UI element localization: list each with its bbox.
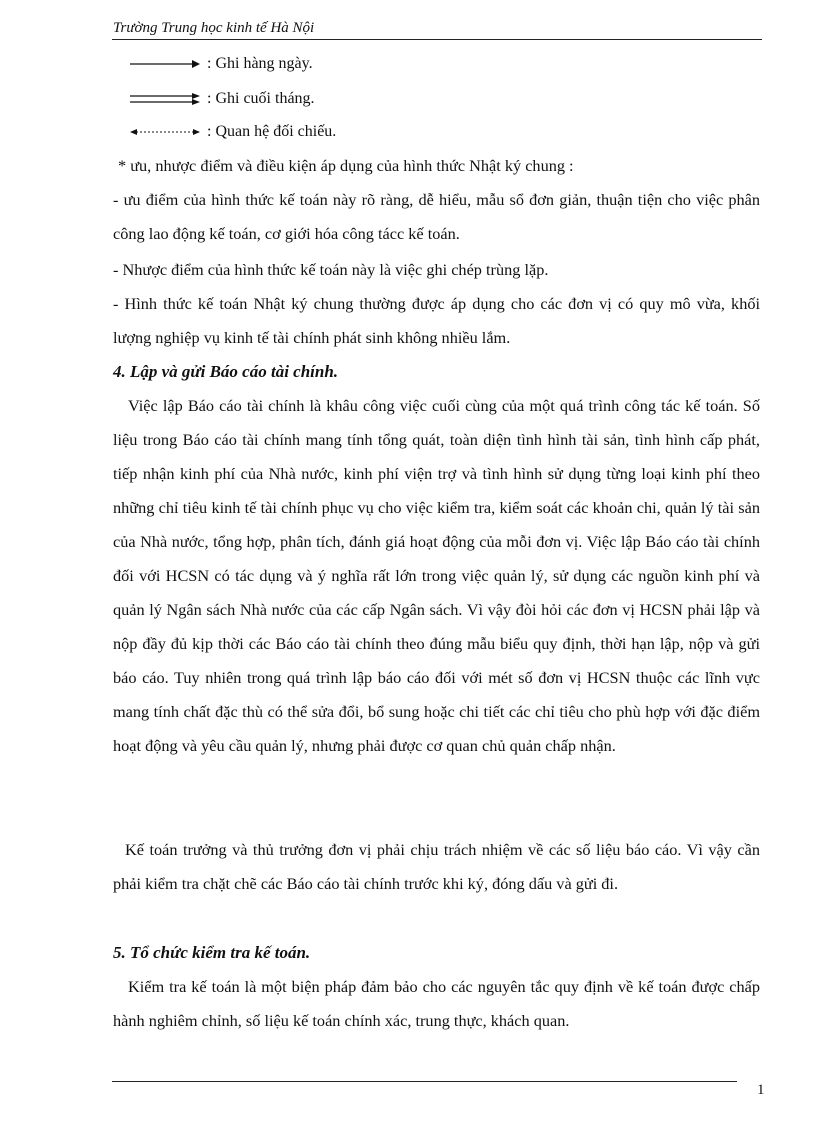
legend-label: : Quan hệ đối chiếu.: [207, 123, 337, 140]
double-arrow-icon: [128, 92, 202, 106]
legend-item-daily: [128, 53, 313, 75]
page-header: Trường Trung học kinh tế Hà Nội: [113, 20, 315, 36]
section-5-paragraph-1: Kiểm tra kế toán là một biện pháp đảm bảo cho các nguyên tắc quy định về kế toán được chấp hành nghiêm chỉnh, số liệu kế toán chính xác, trung thực, khách quan.: [113, 977, 760, 1030]
single-arrow-icon: [128, 58, 202, 70]
legend-item-reconcile: [128, 121, 336, 143]
applicability-paragraph: - Hình thức kế toán Nhật ký chung thường được áp dụng cho các đơn vị có quy mô vừa, khối lượng nghiệp vụ kinh tế tài chính phát sinh không nhiều lắm.: [113, 294, 760, 347]
section-4-paragraph-1: Việc lập Báo cáo tài chính là khâu công việc cuối cùng của một quá trình công tác kế toán. Số liệu trong Báo cáo tài chính mang tính tổng quát, toàn diện tình hình tài sản, tình hình cấp phát, tiếp nhận kinh phí của Nhà nước, kinh phí viện trợ và tình hình sử dụng từng loại kinh phí theo những chỉ tiêu kinh tế tài chính phục vụ cho việc kiểm tra, kiểm soát các khoản chi, quản lý tài sản của Nhà nước, tổng hợp, phân tích, đánh giá hoạt động của mỗi đơn vị. Việc lập Báo cáo tài chính đối với HCSN có tác dụng và ý nghĩa rất lớn trong việc quản lý, sử dụng các nguồn kinh phí và quản lý Ngân sách Nhà nước của các cấp Ngân sách. Vì vậy đòi hỏi các đơn vị HCSN phải lập và nộp đầy đủ kịp thời các Báo cáo tài chính theo đúng mẫu biểu quy định, thời hạn lập, nộp và gửi báo cáo. Tuy nhiên trong quá trình lập báo cáo đối với mét số đơn vị HCSN thuộc các lĩnh vực mang tính chất đặc thù có thể sửa đổi, bổ sung hoặc chi tiết các chỉ tiêu cho phù hợp với đặc điểm hoạt động và yêu cầu quản lý, nhưng phải được cơ quan chủ quản chấp nhận.: [113, 396, 760, 755]
disadvantage-paragraph: - Nhược điểm của hình thức kế toán này là việc ghi chép trùng lặp.: [113, 260, 549, 279]
section-4-paragraph-2: Kế toán trưởng và thủ trưởng đơn vị phải chịu trách nhiệm về các số liệu báo cáo. Vì vậy cần phải kiểm tra chặt chẽ các Báo cáo tài chính trước khi ký, đóng dấu và gửi đi.: [113, 840, 760, 893]
footer-divider: [112, 1081, 737, 1082]
dotted-bidirectional-arrow-icon: [128, 126, 202, 138]
page-number: 1: [757, 1082, 765, 1098]
section-5-heading: 5. Tổ chức kiểm tra kế toán.: [113, 943, 311, 962]
section-4-heading: 4. Lập và gửi Báo cáo tài chính.: [113, 362, 339, 381]
legend-item-monthly: [128, 88, 315, 110]
legend-label: : Ghi cuối tháng.: [207, 90, 315, 107]
pros-cons-title: * ưu, nhược điểm và điều kiện áp dụng của hình thức Nhật ký chung :: [118, 156, 574, 175]
header-divider: [112, 39, 762, 40]
legend-label: : Ghi hàng ngày.: [207, 55, 313, 72]
advantage-paragraph: - ưu điểm của hình thức kế toán này rõ ràng, dễ hiểu, mẫu sổ đơn giản, thuận tiện cho việc phân công lao động kế toán, cơ giới hóa công tácc kế toán.: [113, 190, 760, 243]
